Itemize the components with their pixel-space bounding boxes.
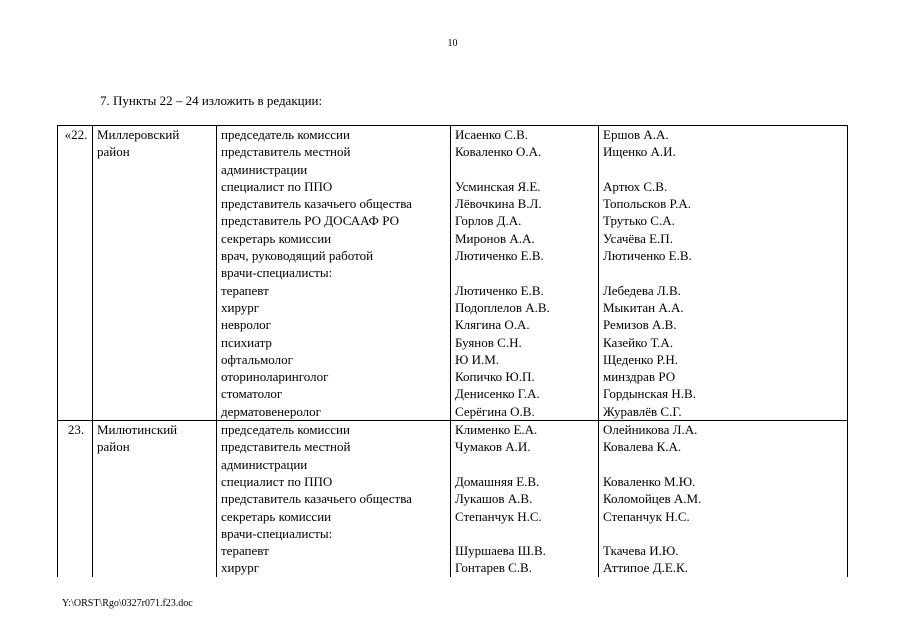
role-line: дерматовенеролог: [221, 403, 321, 419]
deputy-name: Ершов А.А.: [603, 127, 669, 142]
member-name: Лютиченко Е.В.: [455, 282, 544, 298]
member-name: Лукашов А.В.: [455, 491, 533, 507]
deputy-cell: [599, 421, 848, 577]
deputy-name: Усачёва Е.П.: [603, 230, 673, 246]
member-name: Степанчук Н.С.: [455, 508, 542, 524]
role-line: представитель местной: [221, 439, 351, 455]
member-name: Миронов А.А.: [455, 230, 535, 246]
intro-paragraph: 7. Пункты 22 – 24 изложить в редакции:: [100, 93, 323, 108]
role-line: председатель комиссии: [221, 422, 350, 438]
deputy-name: [603, 525, 845, 542]
deputy-name: Артюх С.В.: [603, 178, 668, 194]
deputy-name: Ковалева К.А.: [603, 439, 682, 455]
deputy-name: Журавлёв С.Г.: [603, 403, 682, 419]
district-cell: [93, 421, 217, 577]
role-cell: [217, 126, 451, 421]
deputy-name: Аттипое Д.Е.К.: [603, 560, 688, 576]
deputy-name: Щеденко Р.Н.: [603, 351, 678, 367]
role-line: невролог: [221, 317, 272, 333]
deputy-name: Ремизов А.В.: [603, 317, 677, 333]
member-cell: [451, 421, 599, 577]
member-name: [455, 264, 596, 281]
role-line: представитель РО ДОСААФ РО: [221, 213, 399, 229]
role-line: администрации: [221, 456, 308, 472]
deputy-cell: [599, 126, 848, 421]
page-number: 10: [447, 38, 458, 49]
role-line: стоматолог: [221, 386, 283, 402]
role-line: специалист по ППО: [221, 178, 333, 194]
deputy-name: Лебедева Л.В.: [603, 282, 681, 298]
role-line: хирург: [221, 299, 260, 315]
deputy-name: Трутько С.А.: [603, 213, 675, 229]
member-name: Коваленко О.А.: [455, 144, 542, 160]
deputy-name: Олейникова Л.А.: [603, 422, 698, 438]
deputy-name: Казейко Т.А.: [603, 334, 674, 350]
role-line: терапевт: [221, 543, 269, 559]
deputy-name: Коваленко М.Ю.: [603, 473, 696, 489]
member-name: Чумаков А.И.: [455, 439, 531, 455]
role-line: администрации: [221, 161, 308, 177]
item-number: «22.: [58, 126, 93, 421]
deputy-name: [603, 161, 845, 178]
member-name: Домашняя Е.В.: [455, 473, 540, 489]
member-name: Усминская Я.Е.: [455, 178, 541, 194]
role-line: терапевт: [221, 282, 269, 298]
member-name: [455, 161, 596, 178]
member-name: [455, 456, 596, 473]
deputy-name: минздрав РО: [603, 369, 676, 385]
deputy-name: Гордынская Н.В.: [603, 386, 696, 402]
district-name: Миллеровский: [97, 127, 180, 142]
table-row: [58, 421, 848, 577]
table-row: [58, 126, 848, 421]
member-name: Ю И.М.: [455, 351, 500, 367]
role-cell: [217, 421, 451, 577]
commission-table: [57, 125, 848, 577]
member-cell: [451, 126, 599, 421]
role-line: представитель казачьего общества: [221, 196, 412, 212]
deputy-name: Степанчук Н.С.: [603, 508, 690, 524]
role-line: врачи-специалисты:: [221, 525, 333, 541]
role-line: хирург: [221, 560, 260, 576]
member-name: Горлов Д.А.: [455, 213, 522, 229]
role-line: специалист по ППО: [221, 473, 333, 489]
member-name: [455, 525, 596, 542]
member-name: Копичко Ю.П.: [455, 369, 535, 385]
district-section: [58, 421, 848, 577]
member-name: Лютиченко Е.В.: [455, 248, 544, 264]
member-name: Денисенко Г.А.: [455, 386, 540, 402]
role-line: представитель казачьего общества: [221, 491, 412, 507]
role-line: врач, руководящий работой: [221, 248, 374, 264]
role-line: председатель комиссии: [221, 127, 350, 142]
deputy-name: [603, 264, 845, 281]
deputy-name: Топольсков Р.А.: [603, 196, 691, 212]
district-section: [58, 126, 848, 421]
role-line: представитель местной: [221, 144, 351, 160]
member-name: Шуршаева Ш.В.: [455, 543, 546, 559]
item-number: 23.: [58, 421, 93, 577]
district-name: район: [97, 439, 130, 455]
member-name: Гонтарев С.В.: [455, 560, 532, 576]
member-name: Лёвочкина В.Л.: [455, 196, 542, 212]
role-line: врачи-специалисты:: [221, 265, 333, 281]
member-name: Буянов С.Н.: [455, 334, 522, 350]
district-name: Милютинский: [97, 422, 178, 438]
member-name: Серёгина О.В.: [455, 403, 535, 419]
member-name: Подоплелов А.В.: [455, 299, 550, 315]
deputy-name: Коломойцев А.М.: [603, 491, 702, 507]
role-line: оториноларинголог: [221, 369, 329, 385]
member-name: Исаенко С.В.: [455, 127, 529, 142]
footer-file-path: Y:\ORST\Rgo\0327r071.f23.doc: [62, 598, 193, 609]
role-line: секретарь комиссии: [221, 508, 332, 524]
member-name: Клименко Е.А.: [455, 422, 538, 438]
deputy-name: Лютиченко Е.В.: [603, 248, 692, 264]
deputy-name: Ищенко А.И.: [603, 144, 676, 160]
deputy-name: Мыкитан А.А.: [603, 299, 684, 315]
deputy-name: [603, 456, 845, 473]
district-cell: [93, 126, 217, 421]
role-line: секретарь комиссии: [221, 230, 332, 246]
role-line: офтальмолог: [221, 351, 293, 367]
deputy-name: Ткачева И.Ю.: [603, 543, 679, 559]
district-name: район: [97, 144, 130, 160]
role-line: психиатр: [221, 334, 272, 350]
member-name: Клягина О.А.: [455, 317, 530, 333]
